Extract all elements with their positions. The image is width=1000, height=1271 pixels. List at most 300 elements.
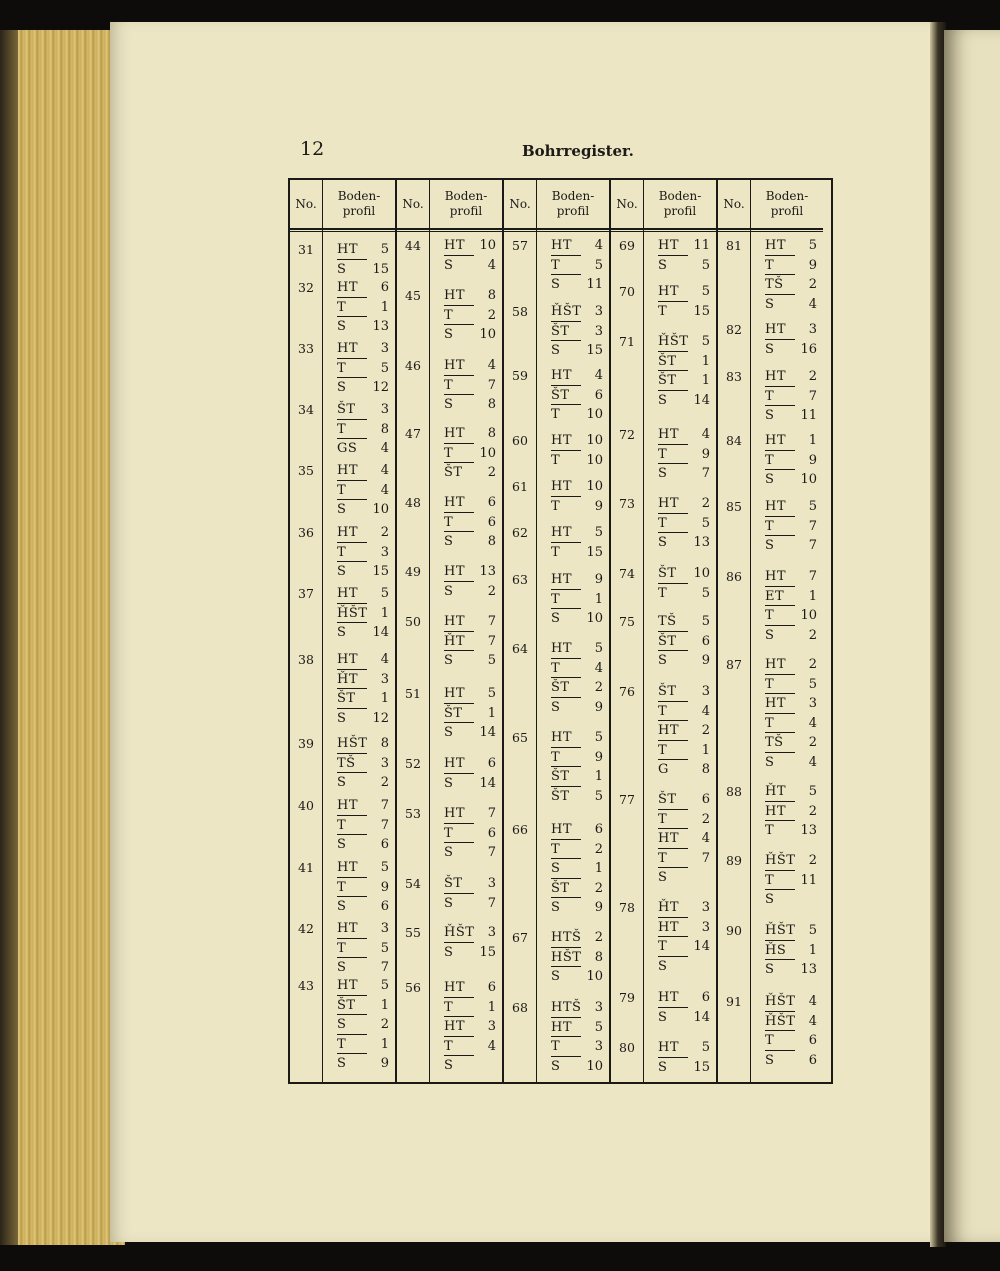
profile-layer [761, 941, 823, 961]
layer-code: HT [337, 921, 359, 936]
layer-thickness: 5 [487, 686, 496, 701]
layer-code: T [765, 715, 775, 731]
profile-layer [761, 470, 823, 490]
profile-layer [440, 306, 502, 326]
profile-layer [333, 240, 395, 260]
profile-layer [333, 339, 395, 359]
entry-number: 87 [726, 657, 742, 672]
layer-thickness: 5 [380, 860, 389, 875]
entry-number: 45 [405, 288, 421, 303]
entry-number: 50 [405, 614, 421, 629]
profile-layer [654, 760, 716, 780]
layer-thickness: 8 [487, 288, 496, 303]
entry-number: 76 [619, 684, 635, 699]
profile-layer [440, 513, 502, 533]
entry-number: 59 [512, 368, 528, 383]
profile-layer [547, 659, 609, 679]
profile-layer [333, 1054, 395, 1074]
layer-code: T [765, 1033, 775, 1048]
layer-thickness: 12 [372, 710, 389, 726]
layer-code: S [444, 775, 454, 791]
layer-thickness: 1 [701, 353, 710, 369]
profile-layer [440, 463, 502, 483]
layer-thickness: 10 [586, 452, 603, 468]
layer-thickness: 5 [594, 730, 603, 745]
profile-layer [333, 709, 395, 729]
profile-layer [547, 590, 609, 610]
layer-thickness: 9 [594, 749, 603, 765]
profile-layer [654, 632, 716, 652]
layer-code: T [658, 303, 668, 319]
layer-thickness: 4 [808, 994, 817, 1009]
layer-thickness: 14 [693, 392, 710, 408]
layer-code: ȞŠT [658, 334, 689, 349]
profile-layer [333, 919, 395, 939]
entry-number: 35 [298, 463, 314, 478]
layer-code: T [551, 841, 561, 857]
profile-layer [761, 517, 823, 537]
layer-code: T [551, 544, 561, 560]
layer-code: ŠT [658, 373, 677, 388]
layer-code: ŠT [658, 353, 677, 369]
layer-thickness: 3 [701, 919, 710, 935]
layer-thickness: 10 [586, 969, 603, 984]
layer-code: HT [658, 723, 680, 738]
layer-thickness: 6 [380, 837, 389, 852]
layer-thickness: 11 [693, 238, 710, 253]
layer-thickness: 6 [380, 899, 389, 914]
layer-code: S [658, 653, 668, 668]
layer-code: S [551, 699, 561, 715]
profile-layer [547, 236, 609, 256]
profile-layer [654, 533, 716, 553]
layer-code: S [765, 341, 775, 357]
entry-number: 91 [726, 994, 742, 1009]
layer-code: T [765, 518, 775, 534]
layer-code: ȞŠT [444, 925, 475, 940]
profile-layer [654, 564, 716, 584]
layer-code: T [337, 1036, 347, 1052]
layer-code: S [658, 1009, 668, 1025]
layer-code: S [444, 534, 454, 549]
layer-code: HT [337, 341, 359, 356]
profile-layer [547, 477, 609, 497]
layer-thickness: 2 [808, 735, 817, 750]
profile-layer [654, 868, 716, 888]
layer-thickness: 1 [594, 861, 603, 876]
profile-layer [333, 260, 395, 280]
layer-code: ȞŠT [765, 994, 796, 1009]
layer-thickness: 15 [586, 343, 603, 358]
layer-thickness: 2 [380, 1017, 389, 1032]
profile-layer [333, 878, 395, 898]
layer-code: S [444, 845, 454, 860]
profile-layer [654, 282, 716, 302]
layer-thickness: 9 [594, 699, 603, 715]
layer-code: HT [337, 860, 359, 875]
profile-layer [333, 958, 395, 978]
layer-code: T [658, 742, 668, 758]
layer-code: HT [658, 238, 680, 253]
layer-code: HT [444, 564, 466, 579]
layer-thickness: 13 [800, 823, 817, 838]
profile-layer [440, 444, 502, 464]
profile-layer [440, 804, 502, 824]
layer-thickness: 1 [701, 373, 710, 388]
layer-code: S [658, 466, 668, 481]
profile-layer [333, 400, 395, 420]
profile-layer [440, 894, 502, 914]
profile-layer [440, 286, 502, 306]
layer-thickness: 8 [487, 534, 496, 549]
layer-thickness: 4 [487, 1038, 496, 1054]
layer-thickness: 9 [701, 653, 710, 668]
header-no: No. [611, 180, 643, 230]
layer-code: ŠT [658, 684, 677, 699]
profile-layer [654, 810, 716, 830]
layer-thickness: 13 [800, 962, 817, 977]
layer-code: S [337, 710, 347, 726]
profile-layer [440, 998, 502, 1018]
layer-thickness: 8 [701, 762, 710, 777]
layer-thickness: 7 [487, 806, 496, 821]
layer-code: HŠT [337, 736, 368, 751]
entry-number: 82 [726, 322, 742, 337]
header-no: No. [718, 180, 750, 230]
layer-thickness: 11 [800, 408, 817, 423]
entry-number: 39 [298, 736, 314, 751]
profile-layer [547, 767, 609, 787]
profile-layer [547, 1057, 609, 1077]
layer-thickness: 4 [380, 463, 389, 478]
profile-layer [654, 371, 716, 391]
layer-code: HT [337, 525, 359, 540]
profile-layer [333, 298, 395, 318]
profile-layer [547, 523, 609, 543]
layer-thickness: 8 [487, 397, 496, 412]
profile-layer [761, 753, 823, 773]
profile-layer [547, 639, 609, 659]
layer-thickness: 7 [701, 850, 710, 866]
profile-layer [547, 256, 609, 276]
entry-number: 67 [512, 930, 528, 945]
layer-code: G [658, 762, 669, 777]
layer-thickness: 10 [586, 407, 603, 422]
layer-code: T [658, 850, 668, 866]
profile-layer [440, 923, 502, 943]
layer-thickness: 5 [701, 614, 710, 629]
layer-thickness: 1 [594, 769, 603, 784]
layer-thickness: 3 [380, 402, 389, 417]
layer-code: T [551, 257, 561, 273]
layer-thickness: 10 [586, 479, 603, 494]
layer-code: S [444, 944, 454, 960]
header-no: No. [290, 180, 322, 230]
layer-thickness: 5 [701, 334, 710, 349]
layer-thickness: 11 [800, 872, 817, 888]
layer-thickness: 3 [701, 684, 710, 699]
layer-code: S [765, 538, 775, 553]
profile-layer [547, 879, 609, 899]
layer-code: T [765, 388, 775, 404]
layer-thickness: 7 [487, 895, 496, 911]
profile-layer [547, 302, 609, 322]
profile-layer [333, 584, 395, 604]
entry-number: 66 [512, 822, 528, 837]
entry-number: 90 [726, 923, 742, 938]
profile-layer [440, 684, 502, 704]
profile-layer [547, 497, 609, 517]
layer-thickness: 9 [701, 446, 710, 462]
profile-layer [654, 937, 716, 957]
profile-layer [654, 898, 716, 918]
profile-layer [654, 1008, 716, 1028]
layer-thickness: 5 [701, 515, 710, 531]
layer-thickness: 1 [380, 691, 389, 706]
profile-layer [440, 704, 502, 724]
layer-code: S [337, 625, 347, 640]
profile-layer [333, 796, 395, 816]
layer-code: S [765, 627, 775, 643]
profile-layer [547, 1037, 609, 1057]
layer-thickness: 3 [487, 925, 496, 940]
layer-thickness: 3 [808, 696, 817, 711]
layer-thickness: 2 [594, 880, 603, 896]
bodenprofil-column [323, 180, 395, 1082]
layer-code: HT [551, 238, 573, 253]
profile-layer [547, 898, 609, 918]
profile-layer [654, 988, 716, 1008]
profile-layer [654, 445, 716, 465]
layer-code: S [658, 257, 668, 273]
profile-layer [654, 849, 716, 869]
entry-number: 75 [619, 614, 635, 629]
layer-code: T [765, 823, 775, 838]
profile-layer [761, 256, 823, 276]
layer-thickness: 7 [380, 798, 389, 813]
bodenprofil-column [430, 180, 502, 1082]
layer-code: HT [658, 427, 680, 442]
layer-thickness: 10 [800, 608, 817, 623]
profile-layer [547, 1018, 609, 1038]
layer-thickness: 8 [594, 949, 603, 965]
layer-thickness: 6 [487, 495, 496, 510]
layer-code: S [337, 380, 347, 395]
entry-number: 85 [726, 499, 742, 514]
column-group [502, 180, 609, 1082]
entry-number: 74 [619, 566, 635, 581]
layer-thickness: 16 [800, 341, 817, 357]
layer-code: S [444, 257, 454, 273]
layer-code: HT [337, 798, 359, 813]
profile-layer [547, 928, 609, 948]
layer-code: S [765, 892, 775, 907]
layer-code: T [551, 660, 561, 676]
layer-thickness: 2 [380, 525, 389, 540]
layer-thickness: 11 [586, 277, 603, 292]
layer-code: HT [444, 238, 466, 253]
profile-layer [333, 543, 395, 563]
entry-number: 40 [298, 798, 314, 813]
layer-code: ŠT [658, 792, 677, 807]
profile-layer [761, 431, 823, 451]
profile-layer [547, 366, 609, 386]
profile-layer [440, 754, 502, 774]
layer-code: S [765, 408, 775, 423]
entry-number: 51 [405, 686, 421, 701]
layer-code: S [551, 611, 561, 626]
layer-code: HT [658, 284, 680, 299]
layer-code: T [337, 482, 347, 498]
layer-code: HT [551, 641, 573, 656]
layer-thickness: 7 [808, 388, 817, 404]
entry-number: 70 [619, 284, 635, 299]
layer-code: S [765, 1052, 775, 1068]
layer-thickness: 1 [808, 433, 817, 448]
column-group [395, 180, 502, 1082]
layer-code: S [551, 861, 561, 876]
profile-layer [440, 824, 502, 844]
book-page-edges [0, 30, 125, 1245]
layer-code: ŠT [551, 788, 570, 804]
layer-thickness: 12 [372, 380, 389, 395]
layer-code: ȞŠT [337, 605, 368, 621]
profile-layer [547, 386, 609, 406]
profile-layer [547, 405, 609, 425]
entry-number: 72 [619, 427, 635, 442]
profile-layer [547, 748, 609, 768]
layer-code: HT [765, 803, 787, 819]
profile-layer [547, 698, 609, 718]
layer-thickness: 14 [479, 725, 496, 740]
layer-thickness: 4 [808, 1013, 817, 1029]
layer-code: S [658, 1059, 668, 1075]
layer-thickness: 6 [487, 756, 496, 771]
layer-code: HT [551, 730, 573, 745]
profile-layer [761, 295, 823, 315]
layer-thickness: 5 [594, 1019, 603, 1035]
entry-number: 65 [512, 730, 528, 745]
profile-layer [761, 655, 823, 675]
layer-thickness: 2 [701, 811, 710, 827]
layer-thickness: 5 [701, 284, 710, 299]
entry-number: 31 [298, 242, 314, 257]
profile-layer [440, 1017, 502, 1037]
column-group [290, 180, 395, 1082]
entry-number: 68 [512, 1000, 528, 1015]
profile-layer [333, 996, 395, 1016]
layer-thickness: 5 [594, 525, 603, 540]
layer-thickness: 2 [594, 680, 603, 695]
entry-number: 58 [512, 304, 528, 319]
layer-thickness: 1 [701, 742, 710, 758]
layer-thickness: 6 [487, 980, 496, 995]
header-no: No. [504, 180, 536, 230]
profile-layer [761, 587, 823, 607]
layer-code: HT [551, 572, 573, 587]
profile-layer [333, 773, 395, 793]
layer-thickness: 10 [372, 502, 389, 517]
layer-thickness: 3 [701, 900, 710, 915]
layer-code: ŠT [551, 387, 570, 403]
layer-thickness: 9 [594, 572, 603, 587]
layer-thickness: 5 [701, 1040, 710, 1055]
profile-layer [654, 332, 716, 352]
layer-thickness: 14 [372, 625, 389, 640]
layer-thickness: 9 [380, 879, 389, 895]
layer-code: HT [551, 525, 573, 540]
profile-layer [440, 874, 502, 894]
entry-number: 60 [512, 433, 528, 448]
layer-thickness: 10 [586, 1058, 603, 1074]
layer-thickness: 5 [808, 784, 817, 799]
layer-thickness: 13 [693, 535, 710, 550]
layer-thickness: 1 [487, 705, 496, 721]
profile-layer [654, 391, 716, 411]
profile-layer [761, 1051, 823, 1071]
layer-code: S [551, 343, 561, 358]
layer-code: S [444, 653, 454, 668]
bodenprofil-column [751, 180, 823, 1082]
layer-code: S [337, 261, 347, 277]
layer-thickness: 10 [479, 445, 496, 461]
profile-layer [333, 523, 395, 543]
layer-code: ŠT [551, 880, 570, 896]
entry-number: 73 [619, 496, 635, 511]
layer-code: HT [337, 586, 359, 601]
layer-code: ŠT [444, 465, 463, 480]
layer-thickness: 5 [808, 923, 817, 938]
layer-code: ȞT [658, 900, 680, 915]
layer-code: HT [444, 614, 466, 629]
layer-thickness: 10 [800, 472, 817, 487]
profile-layer [333, 439, 395, 459]
layer-code: T [765, 452, 775, 468]
profile-layer [761, 871, 823, 891]
layer-thickness: 6 [380, 280, 389, 295]
layer-thickness: 2 [808, 657, 817, 672]
layer-code: HT [551, 433, 573, 448]
profile-layer [333, 623, 395, 643]
profile-layer [654, 302, 716, 322]
entry-number: 56 [405, 980, 421, 995]
entry-number: 88 [726, 784, 742, 799]
layer-thickness: 6 [701, 633, 710, 649]
profile-layer [333, 835, 395, 855]
layer-thickness: 1 [380, 605, 389, 621]
no-column [290, 180, 323, 1082]
profile-layer [547, 787, 609, 807]
entry-number: 81 [726, 238, 742, 253]
profile-layer [761, 236, 823, 256]
entry-number: 33 [298, 341, 314, 356]
layer-thickness: 2 [487, 465, 496, 480]
layer-code: ŠT [658, 633, 677, 649]
layer-thickness: 5 [808, 499, 817, 514]
layer-code: T [444, 825, 454, 841]
column-group [609, 180, 716, 1082]
layer-code: HT [551, 1019, 573, 1035]
profile-layer [440, 582, 502, 602]
entry-number: 78 [619, 900, 635, 915]
profile-layer [761, 821, 823, 841]
profile-layer [761, 960, 823, 980]
layer-code: HT [444, 495, 466, 510]
layer-thickness: 6 [808, 1033, 817, 1048]
layer-thickness: 7 [808, 538, 817, 553]
profile-layer [654, 236, 716, 256]
layer-thickness: 5 [380, 360, 389, 376]
